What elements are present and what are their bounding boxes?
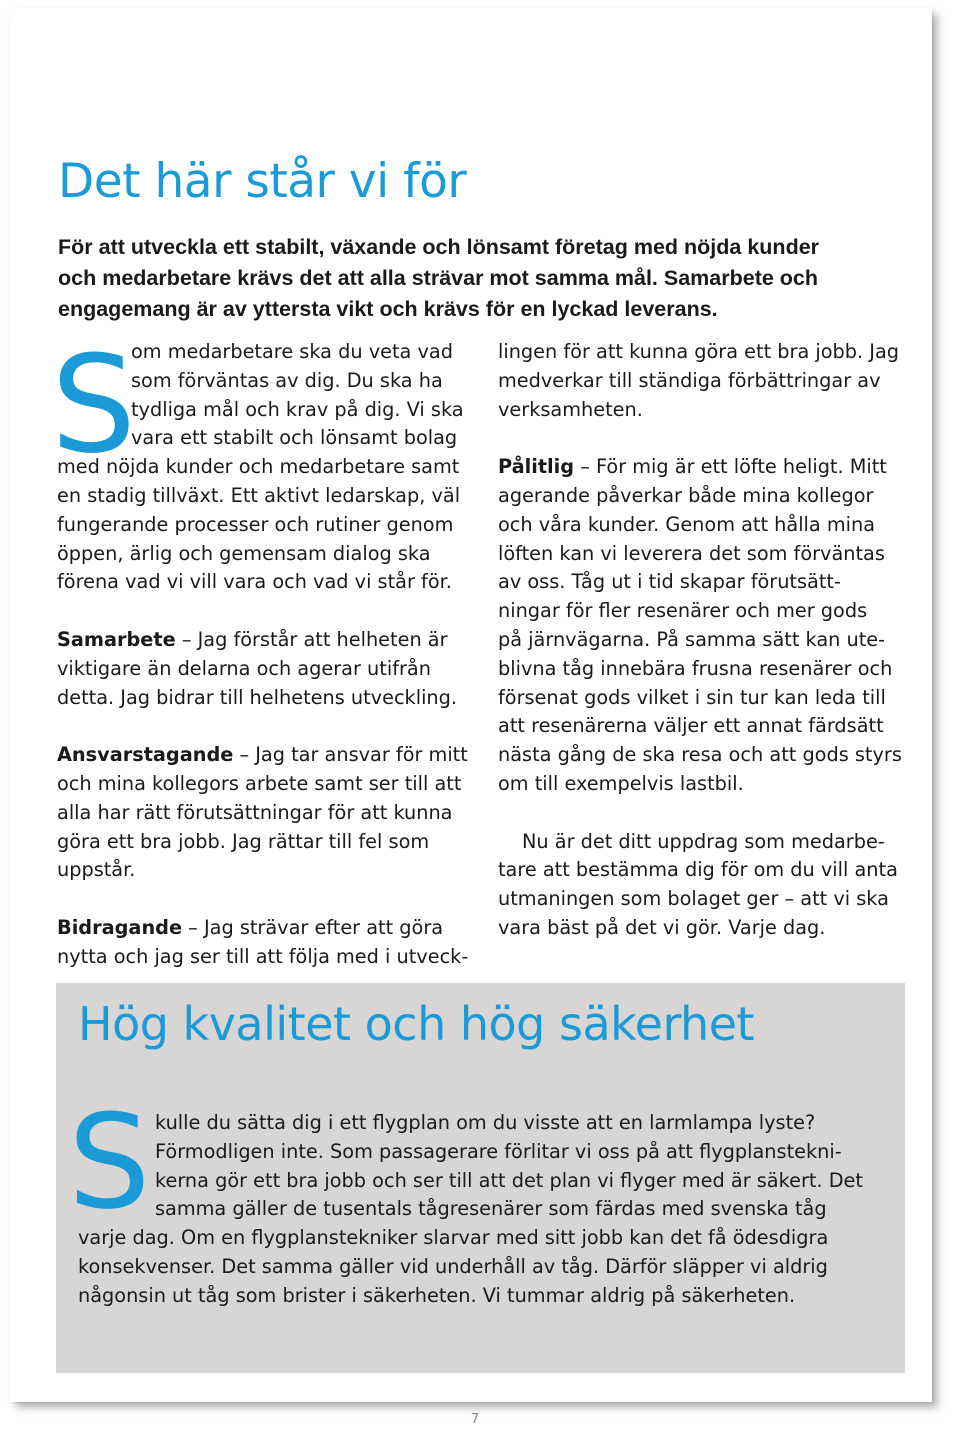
page-number: 7 [470, 1412, 480, 1427]
text-line: med nöjda kunder och medarbetare samt [57, 455, 460, 479]
text-line: försenat gods vilket i sin tur kan leda till [498, 685, 886, 709]
text-line: blivna tåg innebära frusna resenärer och [498, 656, 893, 680]
text-line: uppstår. [57, 858, 136, 882]
value-text: – Jag tar ansvar för mitt [233, 743, 468, 767]
text-line: lingen för att kunna göra ett bra jobb. Jag [498, 340, 900, 363]
intro-line: För att utveckla ett stabilt, växande och lönsamt företag med nöjda kunder [58, 235, 820, 259]
text-line: agerande påverkar både mina kollegor [498, 483, 874, 507]
text-line: medverkar till ständiga förbättringar av [498, 368, 881, 392]
text-line: öppen, ärlig och gemensam dialog ska [57, 541, 431, 565]
text-line: nytta och jag ser till att följa med i utveck- [57, 944, 469, 968]
text-line: förena vad vi vill vara och vad vi står för. [57, 570, 452, 594]
text-line: tydliga mål och krav på dig. Vi ska [131, 397, 464, 421]
text-line: viktigare än delarna och agerar utifrån [57, 656, 431, 680]
text-line: på järnvägarna. På samma sätt kan ute- [498, 627, 886, 651]
text-line: kerna gör ett bra jobb och ser till att det plan vi flyger med är säkert. Det [155, 1168, 863, 1192]
right-column [498, 338, 918, 943]
intro-paragraph [58, 232, 918, 325]
text-line: alla har rätt förutsättningar för att kunna [57, 800, 453, 824]
text-line: vara ett stabilt och lönsamt bolag [131, 426, 458, 450]
text-line: av oss. Tåg ut i tid skapar förutsätt- [498, 570, 841, 594]
value-bidragande [57, 914, 477, 972]
document-page [10, 8, 932, 1402]
text-line: om medarbetare ska du veta vad [131, 340, 453, 363]
text-line: ningar för fler resenärer och mer gods [498, 599, 868, 623]
value-text: – För mig är ett löfte heligt. Mitt [574, 455, 887, 479]
value-term: Pålitlig [498, 455, 575, 479]
text-line: fungerande processer och rutiner genom [57, 512, 454, 536]
intro-line: och medarbetare krävs det att alla strävar mot samma mål. Samarbete och [58, 266, 819, 290]
page-title: Det här står vi för [58, 154, 467, 209]
text-line: Förmodligen inte. Som passagerare förlitar vi oss på att flygplanstekni- [155, 1139, 842, 1163]
text-line: varje dag. Om en flygplanstekniker slarvar med sitt jobb kan det få ödesdigra [78, 1226, 829, 1250]
value-term: Ansvarstagande [57, 743, 234, 767]
closing-paragraph [498, 828, 918, 943]
text-line: tare att bestämma dig för om du vill anta [498, 858, 898, 882]
box-paragraph [68, 1086, 888, 1311]
text-line: att resenärerna väljer ett annat färdsätt [498, 714, 884, 738]
left-column [51, 327, 477, 972]
value-samarbete [57, 626, 477, 712]
drop-cap: S [51, 327, 137, 483]
value-ansvarstagande [57, 741, 477, 885]
text-line: och mina kollegors arbete samt ser till att [57, 771, 462, 795]
text-line: en stadig tillväxt. Ett aktivt ledarskap, väl [57, 483, 461, 507]
box-title: Hög kvalitet och hög säkerhet [78, 997, 755, 1051]
text-line: vara bäst på det vi gör. Varje dag. [498, 915, 826, 939]
text-line: om till exempelvis lastbil. [498, 771, 744, 795]
value-bidragande-continued [498, 338, 918, 424]
text-line: kulle du sätta dig i ett flygplan om du visste att en larmlampa lyste? [155, 1111, 816, 1134]
text-line: som förväntas av dig. Du ska ha [131, 368, 443, 392]
quality-safety-box [56, 983, 905, 1373]
value-text: – Jag strävar efter att göra [182, 915, 444, 939]
text-line: nästa gång de ska resa och att gods styrs [498, 743, 902, 767]
text-line: verksamheten. [498, 397, 643, 421]
text-line: och våra kunder. Genom att hålla mina [498, 512, 876, 536]
text-line: samma gäller de tusentals tågresenärer som färdas med svenska tåg [155, 1197, 827, 1221]
text-line: detta. Jag bidrar till helhetens utveckling. [57, 685, 458, 709]
value-term: Samarbete [57, 627, 176, 651]
value-palitlig [498, 453, 918, 799]
value-term: Bidragande [57, 915, 183, 939]
intro-line: engagemang är av yttersta vikt och krävs för en lyckad leverans. [58, 297, 718, 321]
text-line: konsekvenser. Det samma gäller vid underhåll av tåg. Därför släpper vi aldrig [78, 1254, 828, 1278]
text-line: göra ett bra jobb. Jag rättar till fel som [57, 829, 430, 853]
text-line: löften kan vi leverera det som förväntas [498, 541, 885, 565]
drop-cap: S [68, 1086, 151, 1238]
text-line: någonsin ut tåg som brister i säkerheten. Vi tummar aldrig på säkerheten. [78, 1283, 796, 1307]
value-text: – Jag förstår att helheten är [175, 627, 448, 651]
text-line: utmaningen som bolaget ger – att vi ska [498, 887, 889, 911]
text-line: Nu är det ditt uppdrag som medarbe- [522, 829, 885, 853]
